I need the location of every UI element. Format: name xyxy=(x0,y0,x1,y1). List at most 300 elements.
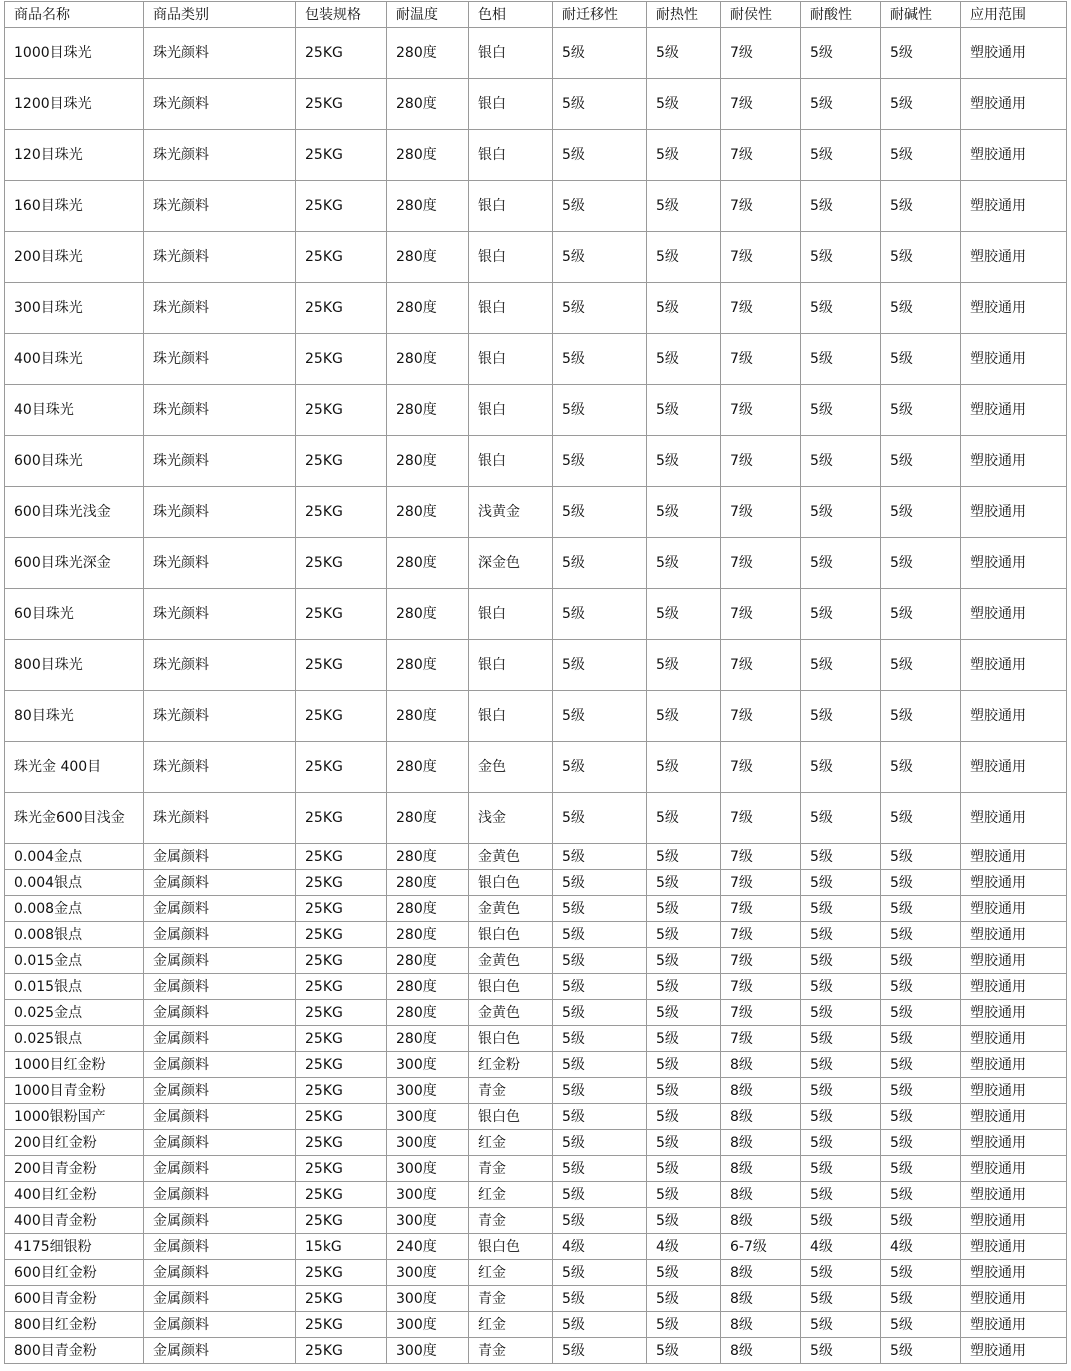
table-cell: 5级 xyxy=(881,1078,961,1104)
table-cell: 7级 xyxy=(721,436,801,487)
table-cell: 5级 xyxy=(647,130,721,181)
table-cell: 25KG xyxy=(296,130,387,181)
table-cell: 金黄色 xyxy=(469,1000,553,1026)
table-cell: 塑胶通用 xyxy=(961,1130,1067,1156)
table-cell: 240度 xyxy=(387,1234,469,1260)
table-cell: 25KG xyxy=(296,1130,387,1156)
table-cell: 塑胶通用 xyxy=(961,1286,1067,1312)
table-cell: 银白色 xyxy=(469,1234,553,1260)
table-cell: 珠光颜料 xyxy=(144,793,296,844)
table-cell: 浅金 xyxy=(469,793,553,844)
table-cell: 塑胶通用 xyxy=(961,1338,1067,1364)
table-row xyxy=(5,844,1067,870)
table-cell: 5级 xyxy=(881,436,961,487)
table-cell: 塑胶通用 xyxy=(961,793,1067,844)
table-cell: 银白 xyxy=(469,436,553,487)
table-cell: 5级 xyxy=(553,487,647,538)
table-cell: 银白 xyxy=(469,640,553,691)
table-cell: 1000银粉国产 xyxy=(5,1104,144,1130)
table-cell: 8级 xyxy=(721,1078,801,1104)
table-cell: 5级 xyxy=(553,922,647,948)
table-cell: 塑胶通用 xyxy=(961,1156,1067,1182)
table-cell: 5级 xyxy=(553,1312,647,1338)
table-cell: 5级 xyxy=(647,385,721,436)
table-cell: 塑胶通用 xyxy=(961,948,1067,974)
table-row xyxy=(5,1312,1067,1338)
table-cell: 5级 xyxy=(801,640,881,691)
table-cell: 珠光颜料 xyxy=(144,742,296,793)
table-cell: 银白色 xyxy=(469,1104,553,1130)
table-cell: 7级 xyxy=(721,334,801,385)
table-cell: 珠光颜料 xyxy=(144,283,296,334)
table-cell: 塑胶通用 xyxy=(961,922,1067,948)
table-cell: 600目珠光 xyxy=(5,436,144,487)
table-cell: 8级 xyxy=(721,1182,801,1208)
table-cell: 5级 xyxy=(553,436,647,487)
table-cell: 25KG xyxy=(296,1078,387,1104)
table-cell: 0.015金点 xyxy=(5,948,144,974)
table-cell: 280度 xyxy=(387,487,469,538)
table-cell: 塑胶通用 xyxy=(961,1104,1067,1130)
table-cell: 5级 xyxy=(647,640,721,691)
table-cell: 300度 xyxy=(387,1208,469,1234)
table-row xyxy=(5,28,1067,79)
table-cell: 5级 xyxy=(647,1208,721,1234)
table-cell: 5级 xyxy=(881,1182,961,1208)
table-cell: 5级 xyxy=(881,232,961,283)
column-header: 商品类别 xyxy=(144,2,296,28)
table-cell: 280度 xyxy=(387,334,469,385)
table-cell: 280度 xyxy=(387,385,469,436)
table-cell: 6-7级 xyxy=(721,1234,801,1260)
table-cell: 塑胶通用 xyxy=(961,742,1067,793)
table-cell: 珠光金 400目 xyxy=(5,742,144,793)
table-cell: 25KG xyxy=(296,1260,387,1286)
table-cell: 5级 xyxy=(801,232,881,283)
table-cell: 5级 xyxy=(647,589,721,640)
table-cell: 4级 xyxy=(647,1234,721,1260)
table-cell: 4级 xyxy=(881,1234,961,1260)
table-cell: 25KG xyxy=(296,385,387,436)
table-cell: 200目红金粉 xyxy=(5,1130,144,1156)
table-cell: 8级 xyxy=(721,1286,801,1312)
table-row xyxy=(5,1234,1067,1260)
table-cell: 5级 xyxy=(801,1104,881,1130)
table-cell: 5级 xyxy=(801,283,881,334)
table-cell: 5级 xyxy=(647,896,721,922)
table-cell: 25KG xyxy=(296,793,387,844)
table-row xyxy=(5,79,1067,130)
table-cell: 珠光颜料 xyxy=(144,79,296,130)
table-cell: 塑胶通用 xyxy=(961,1026,1067,1052)
table-cell: 珠光颜料 xyxy=(144,691,296,742)
table-cell: 银白 xyxy=(469,385,553,436)
table-cell: 金属颜料 xyxy=(144,896,296,922)
table-cell: 7级 xyxy=(721,385,801,436)
table-cell: 0.008银点 xyxy=(5,922,144,948)
table-cell: 5级 xyxy=(881,1026,961,1052)
table-cell: 红金 xyxy=(469,1260,553,1286)
table-cell: 25KG xyxy=(296,1286,387,1312)
table-cell: 7级 xyxy=(721,130,801,181)
table-cell: 银白色 xyxy=(469,1026,553,1052)
table-cell: 塑胶通用 xyxy=(961,1208,1067,1234)
table-cell: 280度 xyxy=(387,974,469,1000)
table-cell: 5级 xyxy=(801,1286,881,1312)
table-cell: 金属颜料 xyxy=(144,1000,296,1026)
table-cell: 银白 xyxy=(469,691,553,742)
table-cell: 5级 xyxy=(553,1052,647,1078)
table-cell: 25KG xyxy=(296,1208,387,1234)
table-cell: 25KG xyxy=(296,436,387,487)
table-cell: 5级 xyxy=(553,742,647,793)
table-row xyxy=(5,130,1067,181)
table-cell: 8级 xyxy=(721,1052,801,1078)
table-cell: 25KG xyxy=(296,691,387,742)
table-cell: 5级 xyxy=(801,844,881,870)
table-cell: 珠光颜料 xyxy=(144,130,296,181)
table-cell: 5级 xyxy=(553,538,647,589)
table-cell: 金属颜料 xyxy=(144,1078,296,1104)
table-cell: 5级 xyxy=(647,1260,721,1286)
table-cell: 塑胶通用 xyxy=(961,79,1067,130)
table-cell: 塑胶通用 xyxy=(961,896,1067,922)
table-cell: 7级 xyxy=(721,181,801,232)
table-cell: 金属颜料 xyxy=(144,1208,296,1234)
table-cell: 塑胶通用 xyxy=(961,538,1067,589)
table-cell: 5级 xyxy=(881,538,961,589)
table-cell: 300度 xyxy=(387,1130,469,1156)
table-cell: 5级 xyxy=(553,283,647,334)
table-cell: 0.025金点 xyxy=(5,1000,144,1026)
table-cell: 800目青金粉 xyxy=(5,1338,144,1364)
table-cell: 塑胶通用 xyxy=(961,283,1067,334)
table-cell: 金属颜料 xyxy=(144,870,296,896)
table-cell: 25KG xyxy=(296,870,387,896)
table-cell: 5级 xyxy=(553,1338,647,1364)
table-cell: 25KG xyxy=(296,283,387,334)
table-row xyxy=(5,948,1067,974)
table-cell: 280度 xyxy=(387,436,469,487)
table-cell: 深金色 xyxy=(469,538,553,589)
table-cell: 5级 xyxy=(881,691,961,742)
table-cell: 5级 xyxy=(881,1260,961,1286)
table-row xyxy=(5,1130,1067,1156)
table-cell: 400目珠光 xyxy=(5,334,144,385)
table-row xyxy=(5,1260,1067,1286)
table-cell: 金属颜料 xyxy=(144,922,296,948)
table-cell: 5级 xyxy=(553,385,647,436)
table-cell: 25KG xyxy=(296,1000,387,1026)
table-cell: 280度 xyxy=(387,28,469,79)
table-cell: 银白 xyxy=(469,283,553,334)
table-cell: 280度 xyxy=(387,896,469,922)
table-cell: 5级 xyxy=(647,691,721,742)
table-cell: 7级 xyxy=(721,589,801,640)
table-cell: 80目珠光 xyxy=(5,691,144,742)
table-cell: 7级 xyxy=(721,870,801,896)
table-cell: 400目青金粉 xyxy=(5,1208,144,1234)
column-header: 耐温度 xyxy=(387,2,469,28)
table-cell: 塑胶通用 xyxy=(961,1078,1067,1104)
table-cell: 银白 xyxy=(469,79,553,130)
table-cell: 5级 xyxy=(801,870,881,896)
table-cell: 5级 xyxy=(647,538,721,589)
table-cell: 300度 xyxy=(387,1286,469,1312)
table-cell: 浅黄金 xyxy=(469,487,553,538)
table-cell: 5级 xyxy=(553,79,647,130)
column-header: 色相 xyxy=(469,2,553,28)
column-header: 耐酸性 xyxy=(801,2,881,28)
table-cell: 400目红金粉 xyxy=(5,1182,144,1208)
table-row xyxy=(5,691,1067,742)
table-cell: 7级 xyxy=(721,1026,801,1052)
table-row xyxy=(5,1052,1067,1078)
table-cell: 5级 xyxy=(801,1130,881,1156)
table-cell: 280度 xyxy=(387,844,469,870)
table-row xyxy=(5,742,1067,793)
table-row xyxy=(5,922,1067,948)
table-cell: 25KG xyxy=(296,232,387,283)
table-cell: 5级 xyxy=(881,870,961,896)
table-cell: 5级 xyxy=(553,1000,647,1026)
table-row xyxy=(5,334,1067,385)
table-cell: 金属颜料 xyxy=(144,974,296,1000)
table-cell: 5级 xyxy=(801,1312,881,1338)
table-cell: 5级 xyxy=(881,79,961,130)
table-cell: 5级 xyxy=(553,640,647,691)
table-cell: 5级 xyxy=(647,948,721,974)
table-row xyxy=(5,385,1067,436)
table-cell: 7级 xyxy=(721,28,801,79)
table-cell: 红金 xyxy=(469,1312,553,1338)
table-cell: 25KG xyxy=(296,79,387,130)
table-cell: 5级 xyxy=(647,181,721,232)
table-cell: 5级 xyxy=(881,1052,961,1078)
table-row xyxy=(5,1156,1067,1182)
table-cell: 5级 xyxy=(553,1026,647,1052)
table-cell: 5级 xyxy=(881,589,961,640)
table-cell: 5级 xyxy=(881,1156,961,1182)
table-cell: 珠光颜料 xyxy=(144,538,296,589)
table-cell: 280度 xyxy=(387,130,469,181)
table-cell: 4级 xyxy=(801,1234,881,1260)
table-row xyxy=(5,1078,1067,1104)
table-cell: 5级 xyxy=(647,28,721,79)
table-cell: 25KG xyxy=(296,1312,387,1338)
table-cell: 60目珠光 xyxy=(5,589,144,640)
table-cell: 5级 xyxy=(881,385,961,436)
table-cell: 银白 xyxy=(469,28,553,79)
table-cell: 8级 xyxy=(721,1338,801,1364)
table-cell: 8级 xyxy=(721,1260,801,1286)
table-cell: 5级 xyxy=(647,283,721,334)
table-cell: 25KG xyxy=(296,28,387,79)
table-cell: 7级 xyxy=(721,1000,801,1026)
table-cell: 塑胶通用 xyxy=(961,1260,1067,1286)
table-cell: 5级 xyxy=(553,334,647,385)
table-row xyxy=(5,640,1067,691)
table-cell: 5级 xyxy=(647,487,721,538)
table-body xyxy=(5,28,1067,1364)
table-cell: 5级 xyxy=(801,974,881,1000)
table-cell: 300目珠光 xyxy=(5,283,144,334)
table-cell: 5级 xyxy=(881,181,961,232)
table-cell: 7级 xyxy=(721,922,801,948)
table-cell: 5级 xyxy=(553,691,647,742)
table-cell: 25KG xyxy=(296,487,387,538)
table-cell: 300度 xyxy=(387,1156,469,1182)
table-cell: 金属颜料 xyxy=(144,1130,296,1156)
table-cell: 300度 xyxy=(387,1312,469,1338)
table-cell: 5级 xyxy=(553,232,647,283)
table-cell: 金属颜料 xyxy=(144,1338,296,1364)
table-cell: 金属颜料 xyxy=(144,1156,296,1182)
table-cell: 280度 xyxy=(387,232,469,283)
table-cell: 5级 xyxy=(553,1260,647,1286)
table-cell: 0.004银点 xyxy=(5,870,144,896)
table-cell: 7级 xyxy=(721,896,801,922)
table-cell: 280度 xyxy=(387,793,469,844)
table-cell: 25KG xyxy=(296,1052,387,1078)
table-cell: 珠光颜料 xyxy=(144,181,296,232)
table-cell: 塑胶通用 xyxy=(961,1312,1067,1338)
table-cell: 青金 xyxy=(469,1078,553,1104)
table-cell: 塑胶通用 xyxy=(961,691,1067,742)
table-cell: 银白色 xyxy=(469,870,553,896)
table-cell: 塑胶通用 xyxy=(961,181,1067,232)
table-cell: 金属颜料 xyxy=(144,844,296,870)
table-cell: 5级 xyxy=(553,1182,647,1208)
table-row xyxy=(5,436,1067,487)
table-cell: 5级 xyxy=(553,130,647,181)
table-cell: 7级 xyxy=(721,640,801,691)
table-cell: 金黄色 xyxy=(469,948,553,974)
product-spec-table xyxy=(4,1,1067,1364)
table-cell: 4175细银粉 xyxy=(5,1234,144,1260)
table-cell: 280度 xyxy=(387,1000,469,1026)
table-cell: 塑胶通用 xyxy=(961,232,1067,283)
table-row xyxy=(5,974,1067,1000)
table-cell: 5级 xyxy=(881,1104,961,1130)
table-cell: 5级 xyxy=(801,1000,881,1026)
table-cell: 珠光颜料 xyxy=(144,334,296,385)
table-cell: 7级 xyxy=(721,948,801,974)
table-cell: 1000目青金粉 xyxy=(5,1078,144,1104)
table-cell: 5级 xyxy=(881,948,961,974)
table-cell: 银白色 xyxy=(469,974,553,1000)
table-cell: 7级 xyxy=(721,79,801,130)
table-cell: 8级 xyxy=(721,1104,801,1130)
table-cell: 塑胶通用 xyxy=(961,436,1067,487)
table-cell: 5级 xyxy=(801,1156,881,1182)
table-cell: 塑胶通用 xyxy=(961,640,1067,691)
table-cell: 珠光颜料 xyxy=(144,640,296,691)
column-header: 耐侯性 xyxy=(721,2,801,28)
table-cell: 0.008金点 xyxy=(5,896,144,922)
table-cell: 5级 xyxy=(647,1312,721,1338)
table-cell: 银白 xyxy=(469,589,553,640)
table-row xyxy=(5,793,1067,844)
table-cell: 5级 xyxy=(801,1182,881,1208)
table-cell: 5级 xyxy=(647,922,721,948)
table-cell: 7级 xyxy=(721,844,801,870)
table-cell: 5级 xyxy=(881,28,961,79)
table-cell: 5级 xyxy=(647,79,721,130)
table-cell: 青金 xyxy=(469,1286,553,1312)
table-cell: 塑胶通用 xyxy=(961,589,1067,640)
table-cell: 25KG xyxy=(296,1338,387,1364)
table-cell: 5级 xyxy=(881,1000,961,1026)
table-cell: 5级 xyxy=(647,1078,721,1104)
table-cell: 5级 xyxy=(801,1078,881,1104)
table-cell: 5级 xyxy=(881,130,961,181)
table-cell: 5级 xyxy=(801,896,881,922)
table-cell: 7级 xyxy=(721,793,801,844)
table-cell: 5级 xyxy=(553,1104,647,1130)
table-cell: 金属颜料 xyxy=(144,1104,296,1130)
table-cell: 青金 xyxy=(469,1338,553,1364)
table-cell: 5级 xyxy=(553,793,647,844)
table-row xyxy=(5,283,1067,334)
table-cell: 5级 xyxy=(553,181,647,232)
table-cell: 金属颜料 xyxy=(144,1026,296,1052)
table-cell: 7级 xyxy=(721,691,801,742)
table-cell: 5级 xyxy=(881,922,961,948)
table-cell: 25KG xyxy=(296,334,387,385)
table-cell: 5级 xyxy=(801,1338,881,1364)
table-cell: 5级 xyxy=(647,334,721,385)
table-cell: 300度 xyxy=(387,1104,469,1130)
table-cell: 5级 xyxy=(647,1104,721,1130)
table-cell: 5级 xyxy=(647,436,721,487)
table-cell: 25KG xyxy=(296,1156,387,1182)
table-cell: 红金 xyxy=(469,1130,553,1156)
table-cell: 5级 xyxy=(881,742,961,793)
table-cell: 5级 xyxy=(647,1000,721,1026)
table-row xyxy=(5,1104,1067,1130)
table-cell: 4级 xyxy=(553,1234,647,1260)
table-cell: 280度 xyxy=(387,181,469,232)
table-cell: 5级 xyxy=(801,793,881,844)
table-cell: 银白 xyxy=(469,181,553,232)
table-row xyxy=(5,538,1067,589)
table-cell: 5级 xyxy=(647,793,721,844)
table-cell: 5级 xyxy=(881,896,961,922)
table-cell: 5级 xyxy=(801,1026,881,1052)
table-cell: 25KG xyxy=(296,974,387,1000)
table-cell: 5级 xyxy=(647,1182,721,1208)
table-cell: 25KG xyxy=(296,589,387,640)
table-cell: 5级 xyxy=(801,589,881,640)
table-cell: 银白 xyxy=(469,232,553,283)
table-row xyxy=(5,896,1067,922)
table-cell: 5级 xyxy=(647,1052,721,1078)
table-cell: 5级 xyxy=(801,538,881,589)
table-cell: 5级 xyxy=(881,487,961,538)
table-cell: 5级 xyxy=(801,691,881,742)
table-cell: 5级 xyxy=(801,436,881,487)
table-cell: 5级 xyxy=(881,334,961,385)
table-cell: 800目红金粉 xyxy=(5,1312,144,1338)
table-row xyxy=(5,232,1067,283)
table-cell: 600目珠光浅金 xyxy=(5,487,144,538)
table-cell: 15kG xyxy=(296,1234,387,1260)
table-cell: 塑胶通用 xyxy=(961,1000,1067,1026)
table-cell: 5级 xyxy=(553,844,647,870)
table-cell: 200目珠光 xyxy=(5,232,144,283)
column-header: 应用范围 xyxy=(961,2,1067,28)
